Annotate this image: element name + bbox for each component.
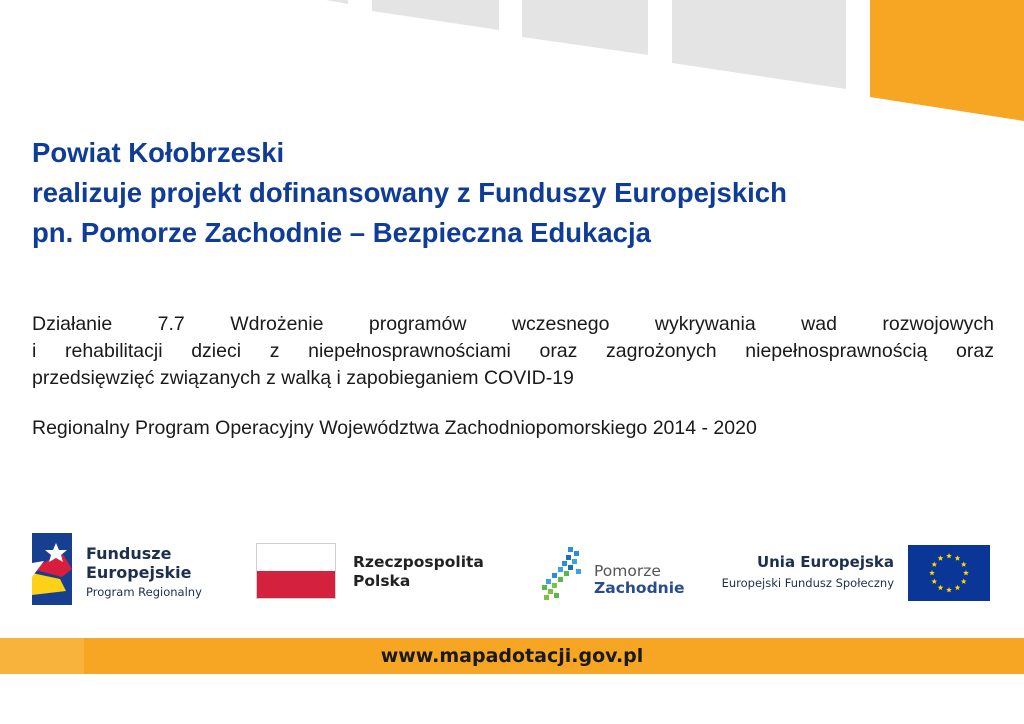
eu-star: [955, 555, 961, 560]
eu-flag-icon: [908, 545, 990, 601]
logo-fundusze-europejskie: [32, 533, 232, 608]
footer-bar: [0, 638, 1024, 674]
eu-stars: [908, 545, 990, 601]
pz-label: Zachodnie: [594, 579, 685, 597]
fe-star-icon: [32, 533, 72, 605]
footer-url-text[interactable]: www.mapadotacji.gov.pl: [380, 645, 644, 667]
rp-label: Polska: [353, 572, 411, 590]
action-description: [32, 311, 994, 392]
ue-sublabel: Europejski Fundusz Społeczny: [721, 576, 894, 590]
eu-star: [929, 570, 935, 575]
logo-unia-europejska: [718, 543, 994, 603]
logo-rzeczpospolita-polska: [256, 543, 506, 601]
pomorze-pixel-icon: [540, 545, 592, 603]
eu-star: [961, 562, 967, 567]
gray-stripe: [522, 0, 648, 55]
footer-url[interactable]: [0, 638, 1024, 674]
eu-star: [931, 579, 937, 584]
fe-label: Fundusze: [86, 544, 172, 563]
eu-star: [931, 562, 937, 567]
gray-stripe: [372, 0, 499, 30]
eu-star: [938, 585, 944, 590]
pz-label: Pomorze: [594, 562, 661, 580]
eu-star: [946, 587, 952, 592]
eu-star: [961, 579, 967, 584]
headline: [32, 133, 992, 253]
eu-star: [963, 570, 969, 575]
action-line: i rehabilitacji dzieci z niepełnosprawnościami oraz zagrożonych niepełnosprawnością oraz: [32, 340, 994, 362]
eu-star: [938, 555, 944, 560]
fe-label: Europejskie: [86, 563, 192, 582]
headline-line: Powiat Kołobrzeski: [32, 137, 285, 168]
headline-line: realizuje projekt dofinansowany z Funduszy Europejskich: [32, 177, 787, 208]
eu-star: [946, 553, 952, 558]
gray-stripe: [326, 0, 348, 4]
eu-star: [955, 585, 961, 590]
fe-sublabel: Program Regionalny: [86, 585, 202, 599]
action-line: przedsięwzięć związanych z walką i zapobieganiem COVID-19: [32, 367, 574, 389]
logo-pomorze-zachodnie: [540, 545, 685, 603]
top-decorative-banner: [0, 0, 1024, 130]
polish-flag-icon: [256, 543, 336, 599]
gray-stripe: [672, 0, 846, 89]
action-line: Działanie 7.7 Wdrożenie programów wczesnego wykrywania wad rozwojowych: [32, 313, 994, 335]
orange-block: [870, 0, 1024, 121]
ue-label: Unia Europejska: [756, 553, 894, 571]
program-name: Regionalny Program Operacyjny Województwa Zachodniopomorskiego 2014 - 2020: [32, 417, 757, 439]
rp-label: Rzeczpospolita: [353, 553, 484, 571]
headline-line: pn. Pomorze Zachodnie – Bezpieczna Edukacja: [32, 217, 651, 248]
